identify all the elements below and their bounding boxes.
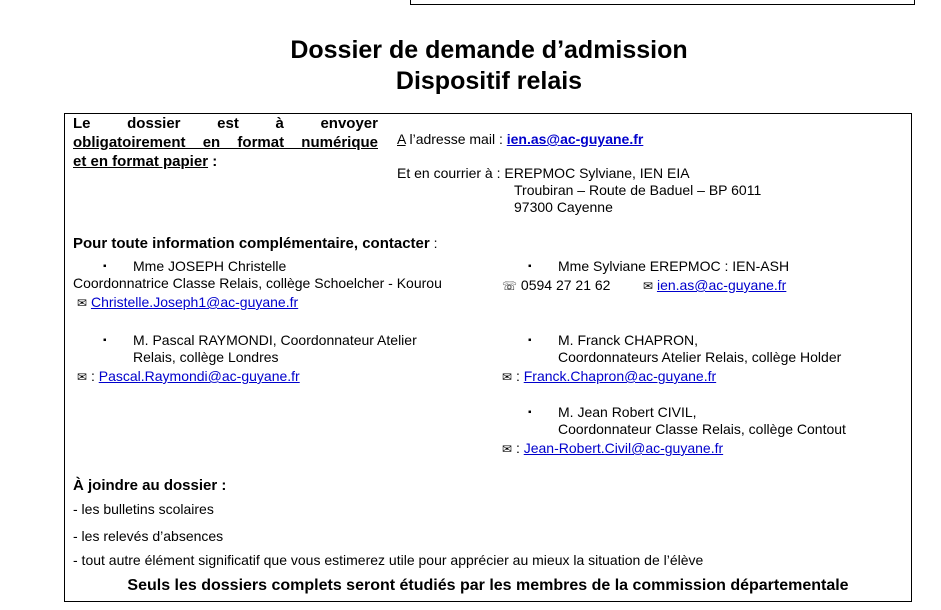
contact-raymondi-email[interactable]: Pascal.Raymondi@ac-guyane.fr [98,368,300,384]
envelope-icon: ✉ [502,370,513,384]
mail-row [397,131,643,147]
post-line-1: EREPMOC Sylviane, IEN EIA [504,165,690,181]
attach-item: - les bulletins scolaires [73,501,214,517]
mail-label: l’adresse mail : [405,131,507,147]
bullet-icon: ▪ [528,261,532,272]
contact-erepmoc-phone-row [502,277,610,293]
post-label: Et en courrier à : [397,165,505,181]
mail-link[interactable]: ien.as@ac-guyane.fr [506,131,644,147]
contact-erepmoc-phone: 0594 27 21 62 [520,277,611,293]
attach-heading: À joindre au dossier : [73,477,227,494]
envelope-icon: ✉ [502,442,513,456]
phone-icon: ☏ [502,279,518,293]
contact-raymondi-name: M. Pascal RAYMONDI, Coordonnateur Atelier [133,332,417,348]
contact-civil-name: M. Jean Robert CIVIL, [558,404,697,420]
attach-item: - les relevés d’absences [73,528,224,544]
contact-raymondi-role: Relais, collège Londres [133,349,279,365]
envelope-icon: ✉ [77,296,88,310]
envelope-icon: ✉ [77,370,88,384]
send-line-3-text: et en format papier [73,153,209,170]
bullet-icon: ▪ [528,335,532,346]
contact-erepmoc-name: Mme Sylviane EREPMOC : IEN-ASH [558,258,790,274]
contact-joseph-email-row [77,294,298,310]
send-line-1: Le dossier est à envoyer [73,115,378,132]
email-sep: : [512,368,524,384]
contact-erepmoc-email-row [643,277,786,293]
contact-erepmoc-email[interactable]: ien.as@ac-guyane.fr [656,277,787,293]
contact-chapron-name: M. Franck CHAPRON, [558,332,699,348]
contact-chapron-email-row [502,368,716,384]
contact-joseph-name: Mme JOSEPH Christelle [133,258,287,274]
footer-note: Seuls les dossiers complets seront étudiés par les membres de la commission départementale [127,577,849,594]
send-line-2: obligatoirement en format numérique [73,134,378,151]
bullet-icon: ▪ [103,335,107,346]
bullet-icon: ▪ [528,407,532,418]
send-colon: : [208,153,218,170]
top-box [410,0,915,5]
contact-civil-email-row [502,440,723,456]
send-line-3 [73,153,217,170]
bullet-icon: ▪ [103,261,107,272]
contact-heading-colon: : [429,235,438,251]
page-title: Dossier de demande d’admission [290,36,688,64]
email-sep: : [87,368,99,384]
contact-joseph-role: Coordonnatrice Classe Relais, collège Schoelcher - Kourou [73,275,442,291]
attach-item: - tout autre élément significatif que vous estimerez utile pour apprécier au mieux la situation de l’élève [73,552,704,568]
post-row [397,165,690,181]
contact-civil-role: Coordonnateur Classe Relais, collège Contout [558,421,846,437]
contact-heading-row [73,235,438,253]
contact-civil-email[interactable]: Jean-Robert.Civil@ac-guyane.fr [523,440,724,456]
contact-chapron-role: Coordonnateurs Atelier Relais, collège Holder [558,349,842,365]
envelope-icon: ✉ [643,279,654,293]
contact-heading: Pour toute information complémentaire, contacter [73,235,430,252]
contact-raymondi-email-row [77,368,300,384]
contact-chapron-email[interactable]: Franck.Chapron@ac-guyane.fr [523,368,717,384]
page-subtitle: Dispositif relais [395,67,583,95]
contact-joseph-email[interactable]: Christelle.Joseph1@ac-guyane.fr [90,294,299,310]
post-line-2: Troubiran – Route de Baduel – BP 6011 [514,182,762,198]
email-sep: : [512,440,524,456]
mail-label-a: A [397,131,406,147]
post-line-3: 97300 Cayenne [514,199,613,215]
